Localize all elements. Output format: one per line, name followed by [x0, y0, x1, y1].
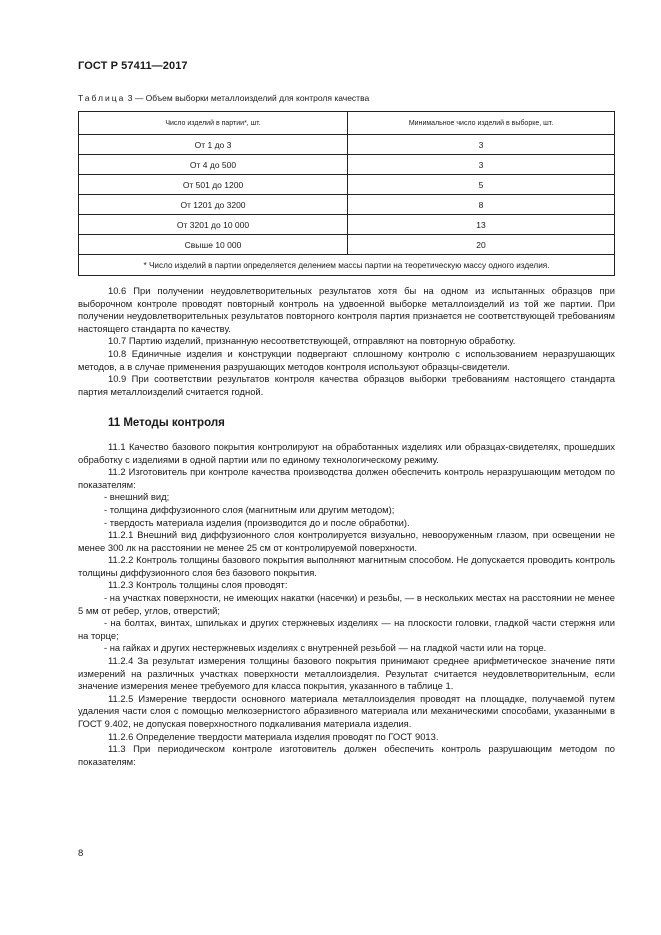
table-row [79, 195, 615, 215]
table-row [79, 215, 615, 235]
table-caption-number: 3 [127, 93, 133, 103]
document-header: ГОСТ Р 57411—2017 [78, 60, 188, 72]
table-row [79, 155, 615, 175]
lot-size-cell: От 4 до 500 [79, 155, 348, 175]
list-item: - толщина диффузионного слоя (магнитным или другим методом); [104, 503, 395, 515]
clause-11-2-2: 11.2.2 Контроль толщины базового покрытия выполняют магнитным способом. Не допускается проводить контроль толщины диффузионного слоя без базового покрытия. [78, 554, 615, 578]
list-item: - на участках поверхности, не имеющих накатки (насечки) и резьбы, — в нескольких местах на расстоянии не менее 5 мм от ребер, углов, отверстий; [78, 592, 615, 616]
document-body [78, 285, 615, 768]
clause-11-2: 11.2 Изготовитель при контроле качества производства должен обеспечить контроль неразрушающим методом по показателям: [78, 466, 615, 490]
section-heading-11: 11 Методы контроля [108, 417, 225, 430]
clause-11-2-5: 11.2.5 Измерение твердости основного материала металлоизделия проводят на площадке, получаемой путем удаления части слоя с помощью мелкозернистого абразивного материала или механическими способами, указанными в ГОСТ 9.402, не допуская поверхностного подкаливания материала изделия. [78, 692, 615, 729]
clause-11-2-6: 11.2.6 Определение твердости материала изделия проводят по ГОСТ 9013. [108, 730, 439, 742]
table-footnote: * Число изделий в партии определяется делением массы партии на теоретическую массу одного изделия. [79, 255, 615, 276]
lot-size-cell: От 1201 до 3200 [79, 195, 348, 215]
clause-11-3: 11.3 При периодическом контроле изготовитель должен обеспечить контроль разрушающим методом по показателям: [78, 743, 615, 767]
table-row [79, 235, 615, 255]
sample-size-cell: 3 [348, 155, 615, 175]
clause-11-2-3: 11.2.3 Контроль толщины слоя проводят: [108, 579, 288, 591]
table-footnote-row [79, 255, 615, 276]
clause-10-6: 10.6 При получении неудовлетворительных результатов хотя бы на одном из испытанных образцов при выборочном контроле проводят повторный контроль на удвоенной выборке металлоизделий из той же партии. При получении неудовлетворительных результатов повторного контроля партия признается не соответствующей требованиям настоящего стандарта по качеству. [78, 285, 615, 334]
lot-size-cell: От 3201 до 10 000 [79, 215, 348, 235]
list-item: - твердость материала изделия (производится до и после обработки). [104, 516, 410, 528]
clause-10-7: 10.7 Партию изделий, признанную несоответствующей, отправляют на повторную обработку. [108, 335, 516, 347]
lot-size-cell: Свыше 10 000 [79, 235, 348, 255]
column-header-lot-size: Число изделий в партии*, шт. [79, 112, 348, 135]
sample-size-cell: 5 [348, 175, 615, 195]
clause-10-8: 10.8 Единичные изделия и конструкции подвергают сплошному контролю с использованием неразрушающих методов, а в случае применения разрушающих методов контроля используют образцы-свидетели. [78, 347, 615, 372]
lot-size-cell: От 1 до 3 [79, 135, 348, 155]
list-item: - внешний вид; [104, 491, 170, 503]
table-caption-text: — Объем выборки металлоизделий для контроля качества [134, 93, 370, 103]
sample-size-cell: 3 [348, 135, 615, 155]
clause-10-9: 10.9 При соответствии результатов контроля качества образцов выборки требованиям настоящего стандарта партия металлоизделий считается годной. [78, 373, 615, 397]
page-number: 8 [78, 848, 84, 859]
clause-11-2-1: 11.2.1 Внешний вид диффузионного слоя контролируется визуально, невооруженным глазом, при освещении не менее 300 лк на расстоянии не менее 25 см от контролируемой поверхности. [78, 529, 615, 553]
table-caption [78, 93, 369, 103]
table-row [79, 175, 615, 195]
table-row [79, 135, 615, 155]
list-item: - на гайках и других нестержневых изделиях с внутренней резьбой — на гладкой части или на торце. [104, 642, 547, 654]
list-item: - на болтах, винтах, шпильках и других стержневых изделиях — на плоскости головки, гладкой части стержня или на торце; [78, 617, 615, 641]
table-header-row [79, 112, 615, 135]
sample-size-cell: 20 [348, 235, 615, 255]
sample-size-cell: 13 [348, 215, 615, 235]
table-caption-label: Таблица [78, 93, 126, 103]
lot-size-cell: От 501 до 1200 [79, 175, 348, 195]
clause-11-2-4: 11.2.4 За результат измерения толщины базового покрытия принимают среднее арифметическое значение пяти измерений на различных участках поверхности металлоизделия. Результат считается неудовлетворительным, если значение измерения менее требуемого для класса покрытия, указанного в таблице 1. [78, 655, 615, 692]
sample-size-table [78, 111, 615, 276]
column-header-sample-size: Минимальное число изделий в выборке, шт. [348, 112, 615, 135]
sample-size-cell: 8 [348, 195, 615, 215]
clause-11-1: 11.1 Качество базового покрытия контролируют на обработанных изделиях или образцах-свидетелях, прошедших обработку с изделиями в одной партии или по единому технологическому режиму. [78, 440, 615, 465]
